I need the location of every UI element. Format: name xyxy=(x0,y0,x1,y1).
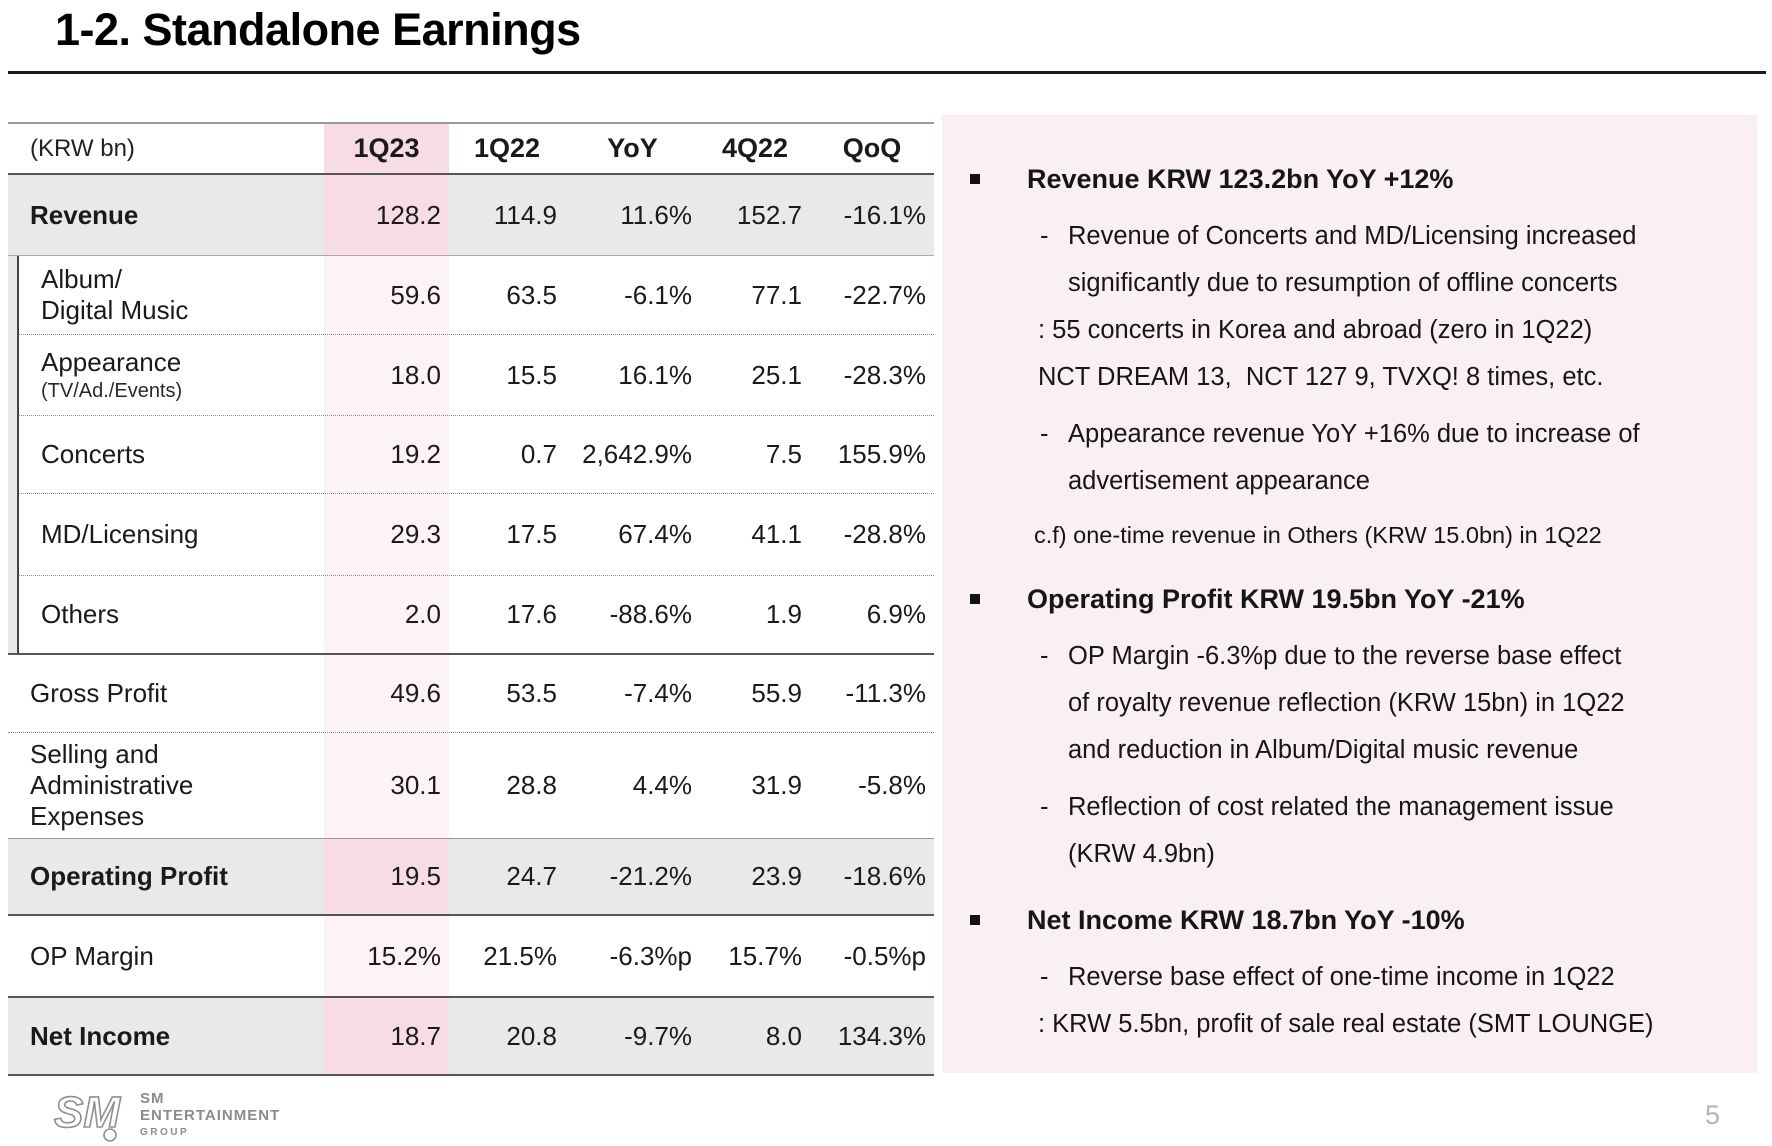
cell-value: 17.5 xyxy=(506,519,557,549)
note-line: Revenue of Concerts and MD/Licensing increased xyxy=(1068,222,1637,250)
cell-value: 128.2 xyxy=(324,175,449,255)
cell-value: -11.3% xyxy=(845,678,926,708)
note-heading-revenue xyxy=(968,155,1739,203)
table-unit-label: (KRW bn) xyxy=(30,134,135,162)
note-heading-text: Operating Profit KRW 19.5bn YoY -21% xyxy=(1027,584,1525,614)
table-row-operating-profit xyxy=(8,838,934,914)
cell-value: 17.6 xyxy=(506,599,557,629)
cell-value: -88.6% xyxy=(609,599,692,629)
row-label xyxy=(19,256,324,334)
column-header-yoy: YoY xyxy=(607,133,658,163)
table-row-concerts xyxy=(19,415,934,493)
cell-value: -28.8% xyxy=(843,519,926,549)
row-label: Net Income xyxy=(30,1020,171,1051)
table-row-sga-expenses xyxy=(8,732,934,838)
note-line: of royalty revenue reflection (KRW 15bn) in 1Q22 xyxy=(1068,689,1625,717)
column-header-4q22: 4Q22 xyxy=(721,133,789,163)
note-item xyxy=(1038,1001,1739,1048)
cell-value: -0.5%p xyxy=(843,940,926,971)
cell-value: 63.5 xyxy=(506,279,557,310)
dash-bullet: - xyxy=(1040,222,1049,250)
cell-value: 15.5 xyxy=(506,359,557,390)
cell-value: 8.0 xyxy=(765,1020,802,1051)
column-header-1q23: 1Q23 xyxy=(324,124,449,173)
row-label-line2: Digital Music xyxy=(41,295,189,325)
cell-value: 6.9% xyxy=(866,599,926,629)
sm-logo-mark-text: SM xyxy=(54,1088,120,1137)
column-header-qoq: QoQ xyxy=(842,133,902,163)
table-row-revenue xyxy=(8,175,934,255)
cell-value: -18.6% xyxy=(843,861,926,891)
cell-value: 18.7 xyxy=(324,998,449,1074)
note-item xyxy=(1038,307,1739,401)
cell-value: 2,642.9% xyxy=(582,439,692,469)
cell-value: 25.1 xyxy=(751,359,802,390)
cell-value: -5.8% xyxy=(858,770,926,800)
cell-value: 49.6 xyxy=(324,655,449,732)
cell-value: 67.4% xyxy=(618,519,692,549)
note-line: NCT DREAM 13, NCT 127 9, TVXQ! 8 times, etc. xyxy=(1038,363,1604,391)
cell-value: 134.3% xyxy=(837,1020,926,1051)
cell-value: 31.9 xyxy=(751,770,802,800)
dash-bullet: - xyxy=(1040,963,1049,991)
cell-value: 77.1 xyxy=(751,279,802,310)
note-footnote xyxy=(1034,513,1739,557)
commentary-panel xyxy=(942,115,1757,1073)
sm-entertainment-logo xyxy=(52,1085,280,1143)
note-item xyxy=(1040,411,1739,505)
cell-value: 16.1% xyxy=(618,359,692,390)
cell-value: 7.5 xyxy=(765,439,802,469)
dash-bullet: - xyxy=(1040,793,1049,821)
table-row-op-margin xyxy=(8,914,934,996)
cell-value: 23.9 xyxy=(751,861,802,891)
row-label-text: Selling and Administrative Expenses xyxy=(30,739,194,831)
revenue-group-strip xyxy=(8,256,19,653)
note-heading-net-income xyxy=(968,896,1739,944)
cell-value: 19.2 xyxy=(324,416,449,493)
cell-value: 59.6 xyxy=(324,256,449,334)
square-bullet-icon xyxy=(970,174,980,184)
cell-value: 11.6% xyxy=(620,199,692,230)
note-line: and reduction in Album/Digital music revenue xyxy=(1068,736,1579,764)
note-heading-text: Net Income KRW 18.7bn YoY -10% xyxy=(1027,905,1465,935)
cell-value: -22.7% xyxy=(843,279,926,310)
table-row-appearance xyxy=(19,334,934,415)
table-row-md-licensing xyxy=(19,493,934,575)
note-line: Reflection of cost related the management issue xyxy=(1068,793,1614,821)
cell-value: 2.0 xyxy=(324,576,449,653)
note-line: OP Margin -6.3%p due to the reverse base effect xyxy=(1068,642,1622,670)
dash-bullet: - xyxy=(1040,420,1049,448)
table-row-album-digital-music xyxy=(19,256,934,334)
cell-value: 15.2% xyxy=(324,916,449,996)
note-heading-text: Revenue KRW 123.2bn YoY +12% xyxy=(1027,164,1454,194)
sm-logo-wordmark xyxy=(140,1090,280,1138)
cell-value: -28.3% xyxy=(843,359,926,390)
column-header-1q22: 1Q22 xyxy=(473,133,541,163)
table-row-gross-profit xyxy=(8,653,934,732)
cell-value: 0.7 xyxy=(520,439,557,469)
page-title: 1-2. Standalone Earnings xyxy=(55,4,581,55)
row-label-line1: Album/ xyxy=(41,264,122,294)
row-label: Gross Profit xyxy=(30,678,168,708)
cell-value: 20.8 xyxy=(506,1020,557,1051)
note-line: c.f) one-time revenue in Others (KRW 15.0bn) in 1Q22 xyxy=(1034,522,1602,548)
note-item xyxy=(1040,784,1739,878)
cell-value: -6.3%p xyxy=(609,940,692,971)
cell-value: 4.4% xyxy=(632,770,692,800)
note-item xyxy=(1040,954,1739,1001)
cell-value: 24.7 xyxy=(506,861,557,891)
note-item xyxy=(1040,213,1739,307)
cell-value: -9.7% xyxy=(624,1020,692,1051)
note-line: Appearance revenue YoY +16% due to increase of xyxy=(1068,420,1640,448)
row-label xyxy=(19,494,324,575)
table-header-row xyxy=(8,124,934,175)
note-line: : KRW 5.5bn, profit of sale real estate (SMT LOUNGE) xyxy=(1038,1010,1654,1038)
row-label xyxy=(8,733,324,838)
row-label: Revenue xyxy=(30,199,139,230)
logo-line-group: GROUP xyxy=(140,1126,190,1138)
cell-value: 1.9 xyxy=(765,599,802,629)
cell-value: 53.5 xyxy=(506,678,557,708)
cell-value: 15.7% xyxy=(728,940,802,971)
table-row-net-income xyxy=(8,996,934,1076)
square-bullet-icon xyxy=(970,594,980,604)
note-line: advertisement appearance xyxy=(1068,467,1370,495)
sm-logo-mark-icon xyxy=(52,1085,128,1143)
note-line: significantly due to resumption of offline concerts xyxy=(1068,269,1618,297)
revenue-breakdown-section xyxy=(8,255,934,653)
row-label-line1: Concerts xyxy=(41,439,146,469)
logo-line-entertainment: ENTERTAINMENT xyxy=(140,1107,281,1125)
cell-value: 155.9% xyxy=(837,439,926,469)
row-label: OP Margin xyxy=(30,940,154,971)
cell-value: -7.4% xyxy=(624,678,692,708)
note-line: : 55 concerts in Korea and abroad (zero in 1Q22) xyxy=(1038,316,1593,344)
logo-line-sm: SM xyxy=(140,1090,165,1107)
earnings-table xyxy=(8,122,934,1076)
table-row-others xyxy=(19,575,934,653)
row-label: Operating Profit xyxy=(30,861,228,891)
cell-value: 55.9 xyxy=(751,678,802,708)
row-label-line2: (TV/Ad./Events) xyxy=(41,380,183,402)
page-number: 5 xyxy=(1704,1100,1720,1130)
note-line: Reverse base effect of one-time income in 1Q22 xyxy=(1068,963,1615,991)
row-label xyxy=(19,335,324,415)
cell-value: 21.5% xyxy=(483,940,557,971)
row-label xyxy=(19,576,324,653)
cell-value: 114.9 xyxy=(493,199,557,230)
note-item xyxy=(1040,633,1739,774)
cell-value: -6.1% xyxy=(624,279,692,310)
row-label-line1: Appearance xyxy=(41,347,182,377)
cell-value: 28.8 xyxy=(506,770,557,800)
cell-value: 41.1 xyxy=(751,519,802,549)
cell-value: -21.2% xyxy=(609,861,692,891)
row-label xyxy=(19,416,324,493)
row-label-line1: Others xyxy=(41,599,120,629)
cell-value: 18.0 xyxy=(324,335,449,415)
dash-bullet: - xyxy=(1040,642,1049,670)
note-line: (KRW 4.9bn) xyxy=(1068,840,1215,868)
cell-value: 152.7 xyxy=(736,199,802,230)
note-heading-operating-profit xyxy=(968,575,1739,623)
title-rule xyxy=(8,71,1766,74)
cell-value: -16.1% xyxy=(843,199,926,230)
cell-value: 29.3 xyxy=(324,494,449,575)
cell-value: 19.5 xyxy=(324,839,449,914)
cell-value: 30.1 xyxy=(324,733,449,838)
row-label-line1: MD/Licensing xyxy=(41,519,199,549)
square-bullet-icon xyxy=(970,915,980,925)
